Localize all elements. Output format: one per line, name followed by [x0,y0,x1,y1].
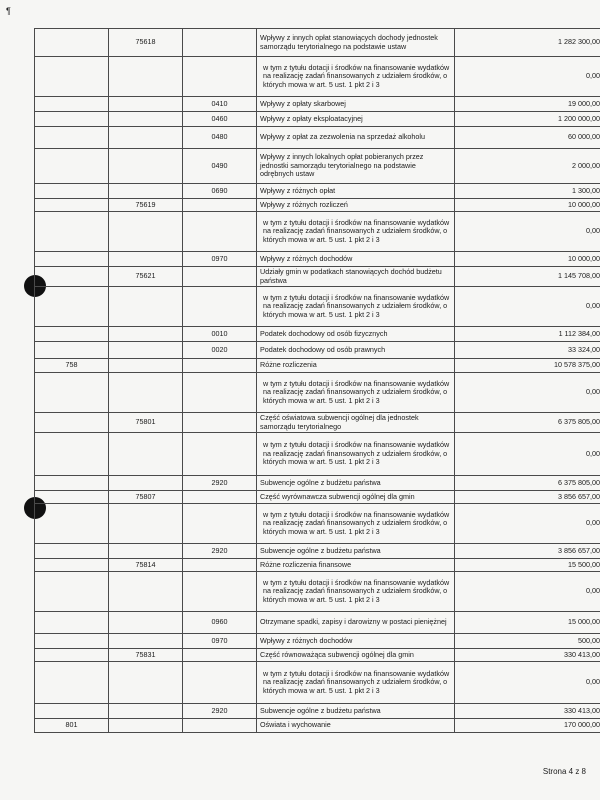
cell-name: Wpływy z różnych dochodów [257,634,455,649]
cell-dzial [35,662,109,704]
table-row [35,491,600,504]
cell-name: Różne rozliczenia finansowe [257,559,455,572]
cell-amount: 0,00 [455,287,600,327]
cell-rozdzial [109,504,183,544]
cell-rozdzial [109,662,183,704]
cell-amount: 10 000,00 [455,199,600,212]
cell-name: Część wyrównawcza subwencji ogólnej dla gmin [257,491,455,504]
cell-paragraf: 0020 [183,342,257,359]
cell-amount: 15 000,00 [455,612,600,634]
cell-name: w tym z tytułu dotacji i środków na finansowanie wydatków na realizację zadań finansowanych z udziałem środków, o których mowa w art. 5 ust. 1 pkt 2 i 3 [257,433,455,476]
table-row [35,373,600,413]
cell-paragraf: 2920 [183,476,257,491]
cell-name: w tym z tytułu dotacji i środków na finansowanie wydatków na realizację zadań finansowanych z udziałem środków, o których mowa w art. 5 ust. 1 pkt 2 i 3 [257,662,455,704]
cell-name: Wpływy z różnych opłat [257,184,455,199]
cell-rozdzial [109,184,183,199]
cell-amount: 0,00 [455,433,600,476]
table-row [35,504,600,544]
cell-paragraf: 0010 [183,327,257,342]
table-row [35,29,600,57]
table-row [35,544,600,559]
cell-name: Subwencje ogólne z budżetu państwa [257,544,455,559]
cell-dzial [35,559,109,572]
cell-dzial [35,572,109,612]
cell-rozdzial [109,544,183,559]
cell-amount: 10 578 375,00 [455,359,600,373]
cell-paragraf: 0480 [183,127,257,149]
cell-amount: 0,00 [455,373,600,413]
table-row [35,252,600,267]
cell-amount: 0,00 [455,572,600,612]
cell-name: w tym z tytułu dotacji i środków na finansowanie wydatków na realizację zadań finansowanych z udziałem środków, o których mowa w art. 5 ust. 1 pkt 2 i 3 [257,572,455,612]
cell-paragraf: 0960 [183,612,257,634]
scan-mark: ¶ [6,6,11,16]
cell-paragraf [183,559,257,572]
cell-name: Wpływy z różnych dochodów [257,252,455,267]
cell-name: Subwencje ogólne z budżetu państwa [257,704,455,719]
cell-amount: 170 000,00 [455,719,600,733]
table-row [35,327,600,342]
table-row [35,199,600,212]
table-row [35,572,600,612]
table-row [35,634,600,649]
cell-paragraf: 0490 [183,149,257,184]
table-row [35,127,600,149]
cell-paragraf [183,572,257,612]
cell-name: w tym z tytułu dotacji i środków na finansowanie wydatków na realizację zadań finansowanych z udziałem środków, o których mowa w art. 5 ust. 1 pkt 2 i 3 [257,373,455,413]
cell-rozdzial [109,327,183,342]
cell-dzial [35,199,109,212]
cell-dzial [35,433,109,476]
cell-amount: 0,00 [455,212,600,252]
cell-dzial: 758 [35,359,109,373]
cell-name: w tym z tytułu dotacji i środków na finansowanie wydatków na realizację zadań finansowanych z udziałem środków, o których mowa w art. 5 ust. 1 pkt 2 i 3 [257,287,455,327]
cell-paragraf [183,491,257,504]
cell-rozdzial [109,342,183,359]
cell-rozdzial [109,97,183,112]
cell-amount: 10 000,00 [455,252,600,267]
cell-rozdzial [109,287,183,327]
cell-dzial [35,97,109,112]
cell-rozdzial [109,359,183,373]
cell-dzial [35,342,109,359]
cell-dzial [35,491,109,504]
cell-paragraf [183,267,257,287]
cell-paragraf [183,662,257,704]
cell-dzial [35,212,109,252]
cell-rozdzial [109,57,183,97]
table-body [35,29,600,733]
cell-rozdzial [109,252,183,267]
cell-amount: 2 000,00 [455,149,600,184]
cell-rozdzial [109,476,183,491]
cell-rozdzial [109,112,183,127]
cell-paragraf [183,287,257,327]
table-row [35,267,600,287]
cell-paragraf [183,413,257,433]
table-row [35,433,600,476]
cell-rozdzial [109,572,183,612]
cell-paragraf: 0460 [183,112,257,127]
table-row [35,149,600,184]
cell-name: Część równoważąca subwencji ogólnej dla gmin [257,649,455,662]
cell-amount: 0,00 [455,504,600,544]
cell-dzial [35,544,109,559]
table-row [35,719,600,733]
cell-amount: 60 000,00 [455,127,600,149]
cell-dzial [35,112,109,127]
cell-paragraf [183,433,257,476]
cell-amount: 1 200 000,00 [455,112,600,127]
cell-name: Wpływy z różnych rozliczeń [257,199,455,212]
cell-dzial [35,327,109,342]
cell-dzial [35,634,109,649]
cell-rozdzial: 75807 [109,491,183,504]
cell-paragraf [183,212,257,252]
cell-rozdzial: 75621 [109,267,183,287]
table-row [35,287,600,327]
table-row [35,704,600,719]
cell-rozdzial [109,704,183,719]
cell-amount: 19 000,00 [455,97,600,112]
cell-name: Otrzymane spadki, zapisy i darowizny w postaci pieniężnej [257,612,455,634]
cell-amount: 6 375 805,00 [455,476,600,491]
cell-paragraf [183,504,257,544]
cell-paragraf [183,57,257,97]
cell-rozdzial: 75814 [109,559,183,572]
table-row [35,476,600,491]
table-row [35,359,600,373]
cell-paragraf: 0970 [183,634,257,649]
cell-amount: 6 375 805,00 [455,413,600,433]
cell-name: Różne rozliczenia [257,359,455,373]
table-row [35,212,600,252]
cell-paragraf [183,29,257,57]
table-row [35,612,600,634]
cell-amount: 330 413,00 [455,704,600,719]
cell-rozdzial [109,373,183,413]
cell-rozdzial [109,612,183,634]
cell-dzial [35,287,109,327]
cell-amount: 330 413,00 [455,649,600,662]
cell-dzial [35,267,109,287]
cell-rozdzial [109,634,183,649]
cell-amount: 500,00 [455,634,600,649]
cell-rozdzial [109,127,183,149]
cell-dzial [35,184,109,199]
cell-amount: 1 112 384,00 [455,327,600,342]
cell-name: w tym z tytułu dotacji i środków na finansowanie wydatków na realizację zadań finansowanych z udziałem środków, o których mowa w art. 5 ust. 1 pkt 2 i 3 [257,504,455,544]
cell-dzial: 801 [35,719,109,733]
cell-name: Oświata i wychowanie [257,719,455,733]
budget-table [34,28,600,733]
cell-amount: 15 500,00 [455,559,600,572]
cell-dzial [35,504,109,544]
cell-dzial [35,612,109,634]
cell-paragraf [183,649,257,662]
cell-amount: 1 282 300,00 [455,29,600,57]
cell-name: w tym z tytułu dotacji i środków na finansowanie wydatków na realizację zadań finansowanych z udziałem środków, o których mowa w art. 5 ust. 1 pkt 2 i 3 [257,212,455,252]
cell-name: w tym z tytułu dotacji i środków na finansowanie wydatków na realizację zadań finansowanych z udziałem środków, o których mowa w art. 5 ust. 1 pkt 2 i 3 [257,57,455,97]
cell-paragraf: 0970 [183,252,257,267]
cell-amount: 1 145 708,00 [455,267,600,287]
table-row [35,112,600,127]
cell-name: Podatek dochodowy od osób prawnych [257,342,455,359]
table-row [35,662,600,704]
cell-paragraf: 2920 [183,704,257,719]
cell-rozdzial: 75831 [109,649,183,662]
cell-rozdzial [109,433,183,476]
cell-dzial [35,413,109,433]
cell-amount: 0,00 [455,57,600,97]
cell-amount: 3 856 657,00 [455,491,600,504]
table-row [35,342,600,359]
cell-dzial [35,149,109,184]
table-row [35,413,600,433]
cell-dzial [35,649,109,662]
cell-paragraf: 0690 [183,184,257,199]
table-row [35,559,600,572]
cell-dzial [35,476,109,491]
cell-rozdzial [109,212,183,252]
cell-paragraf [183,199,257,212]
cell-name: Wpływy z opłat za zezwolenia na sprzedaż alkoholu [257,127,455,149]
table-row [35,57,600,97]
cell-amount: 3 856 657,00 [455,544,600,559]
cell-amount: 0,00 [455,662,600,704]
cell-rozdzial [109,149,183,184]
table-row [35,97,600,112]
table-row [35,649,600,662]
cell-rozdzial: 75801 [109,413,183,433]
cell-name: Podatek dochodowy od osób fizycznych [257,327,455,342]
table-row [35,184,600,199]
cell-dzial [35,373,109,413]
cell-paragraf [183,719,257,733]
cell-name: Wpływy z innych lokalnych opłat pobieranych przez jednostki samorządu terytorialnego na podstawie odrębnych ustaw [257,149,455,184]
cell-rozdzial: 75618 [109,29,183,57]
cell-name: Część oświatowa subwencji ogólnej dla jednostek samorządu terytorialnego [257,413,455,433]
cell-paragraf: 2920 [183,544,257,559]
cell-dzial [35,57,109,97]
cell-dzial [35,704,109,719]
cell-dzial [35,29,109,57]
cell-amount: 1 300,00 [455,184,600,199]
cell-amount: 33 324,00 [455,342,600,359]
cell-name: Wpływy z innych opłat stanowiących dochody jednostek samorządu terytorialnego na podstawie ustaw [257,29,455,57]
cell-paragraf: 0410 [183,97,257,112]
cell-dzial [35,252,109,267]
page-number: Strona 4 z 8 [542,767,586,776]
cell-rozdzial: 75619 [109,199,183,212]
cell-paragraf [183,359,257,373]
cell-name: Wpływy z opłaty eksploatacyjnej [257,112,455,127]
cell-rozdzial [109,719,183,733]
cell-name: Udziały gmin w podatkach stanowiących dochód budżetu państwa [257,267,455,287]
cell-paragraf [183,373,257,413]
cell-name: Subwencje ogólne z budżetu państwa [257,476,455,491]
cell-dzial [35,127,109,149]
cell-name: Wpływy z opłaty skarbowej [257,97,455,112]
